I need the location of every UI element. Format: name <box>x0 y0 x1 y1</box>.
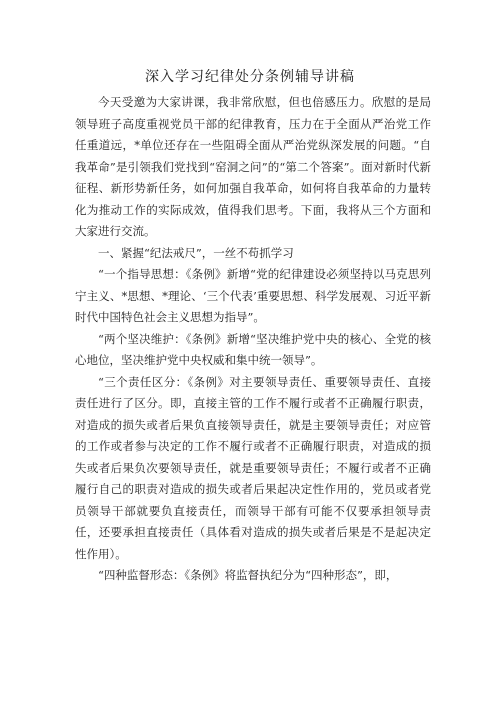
paragraph: “两个坚决维护：《条例》新增“坚决维护党中央的核心、全党的核心地位，坚决维护党中央权威和集中统一领导”。 <box>75 331 431 367</box>
paragraph: “三个责任区分：《条例》对主要领导责任、重要领导责任、直接责任进行了区分。即，直接主管的工作不履行或者不正确履行职责，对造成的损失或者后果负直接领导责任，就是主要领导责任；对应管的工作或者参与决定的工作不履行或者不正确履行职责，对造成的损失或者后果负次要领导责任，就是重要领导责任；不履行或者不正确履行自己的职责对造成的损失或者后果起决定性作用的，党员或者党员领导干部就要负直接责任，而领导干部有可能不仅要承担领导责任，还要承担直接责任（具体看对造成的损失或者后果是不是起决定性作用）。 <box>75 374 431 561</box>
paragraph: “一个指导思想：《条例》新增“党的纪律建设必须坚持以马克思列宁主义、*思想、*理论、‘三个代表’重要思想、科学发展观、习近平新时代中国特色社会主义思想为指导”。 <box>75 267 431 324</box>
section-heading: 一、紧握“纪法戒尺”，一丝不苟抓学习 <box>98 245 294 260</box>
paragraph: “四种监督形态：《条例》将监督执纪分为“四种形态”，即， <box>98 568 398 582</box>
document-body <box>75 92 431 587</box>
document-title: 深入学习纪律处分条例辅导讲稿 <box>145 69 355 85</box>
paragraph: 今天受邀为大家讲课，我非常欣慰，但也倍感压力。欣慰的是局领导班子高度重视党员干部的纪律教育，压力在于全面从严治党工作任重道远，*单位还存在一些阻碍全面从严治党纵深发展的问题。“自我革命”是引领我们党找到“窑洞之问”的“第二个答案”。面对新时代新征程、新形势新任务，如何加强自我革命，如何将自我革命的力量转化为推动工作的实际成效，值得我们思考。下面，我将从三个方面和大家进行交流。 <box>75 95 431 238</box>
